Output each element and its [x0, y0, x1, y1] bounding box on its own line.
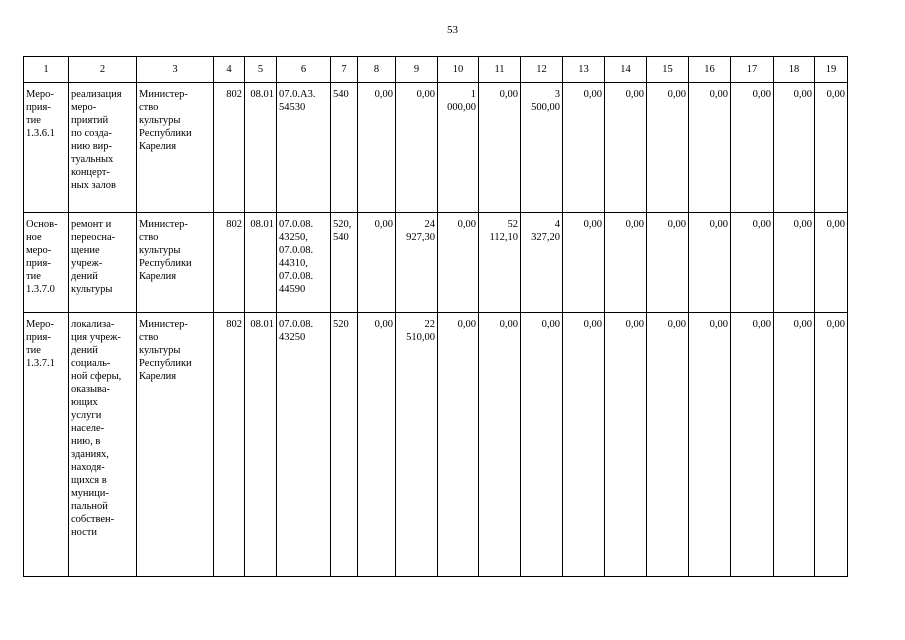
cell-vr: 520	[331, 313, 358, 577]
cell-y2017: 0,00	[479, 83, 521, 213]
cell-y2021: 0,00	[647, 83, 689, 213]
cell-y2021: 0,00	[647, 213, 689, 313]
cell-y2017: 52 112,10	[479, 213, 521, 313]
cell-vr: 520, 540	[331, 213, 358, 313]
cell-y2018: 4 327,20	[521, 213, 563, 313]
cell-y2014: 0,00	[358, 83, 396, 213]
column-number-3: 3	[137, 57, 214, 83]
column-number-6: 6	[277, 57, 331, 83]
column-number-7: 7	[331, 57, 358, 83]
cell-y2018: 0,00	[521, 313, 563, 577]
column-number-11: 11	[479, 57, 521, 83]
cell-executor: Министер- ство культуры Республики Карелия	[137, 213, 214, 313]
cell-y2016: 0,00	[438, 313, 479, 577]
cell-measure: ремонт и переосна- щение учреж- дений культуры	[69, 213, 137, 313]
cell-y2024: 0,00	[774, 213, 815, 313]
cell-csr: 07.0.08. 43250	[277, 313, 331, 577]
cell-y2020: 0,00	[605, 213, 647, 313]
cell-y2025: 0,00	[815, 313, 848, 577]
cell-grbs: 802	[214, 213, 245, 313]
cell-y2015: 22 510,00	[396, 313, 438, 577]
cell-y2019: 0,00	[563, 213, 605, 313]
cell-y2020: 0,00	[605, 313, 647, 577]
cell-csr: 07.0.08. 43250, 07.0.08. 44310, 07.0.08. 44590	[277, 213, 331, 313]
page-number: 53	[447, 24, 458, 36]
cell-rzpr: 08.01	[245, 313, 277, 577]
cell-executor: Министер- ство культуры Республики Карелия	[137, 83, 214, 213]
cell-y2015: 0,00	[396, 83, 438, 213]
cell-y2023: 0,00	[731, 213, 774, 313]
cell-y2022: 0,00	[689, 313, 731, 577]
column-number-1: 1	[24, 57, 69, 83]
column-number-14: 14	[605, 57, 647, 83]
cell-y2019: 0,00	[563, 313, 605, 577]
column-number-18: 18	[774, 57, 815, 83]
cell-object: Основ- ное меро- прия- тие 1.3.7.0	[24, 213, 69, 313]
column-number-15: 15	[647, 57, 689, 83]
cell-measure: локализа- ция учреж- дений социаль- ной сферы, оказыва- ющих услуги населе- нию, в зданиях, находя- щихся в муници- пальной собствен- ности	[69, 313, 137, 577]
column-number-2: 2	[69, 57, 137, 83]
cell-y2020: 0,00	[605, 83, 647, 213]
cell-y2025: 0,00	[815, 83, 848, 213]
column-number-12: 12	[521, 57, 563, 83]
cell-y2025: 0,00	[815, 213, 848, 313]
cell-y2019: 0,00	[563, 83, 605, 213]
cell-y2015: 24 927,30	[396, 213, 438, 313]
column-number-4: 4	[214, 57, 245, 83]
budget-table	[23, 56, 848, 577]
cell-y2014: 0,00	[358, 213, 396, 313]
cell-y2022: 0,00	[689, 83, 731, 213]
cell-y2018: 3 500,00	[521, 83, 563, 213]
cell-y2021: 0,00	[647, 313, 689, 577]
cell-executor: Министер- ство культуры Республики Карелия	[137, 313, 214, 577]
column-number-19: 19	[815, 57, 848, 83]
table-row	[24, 83, 848, 213]
column-number-10: 10	[438, 57, 479, 83]
cell-y2016: 1 000,00	[438, 83, 479, 213]
cell-object: Меро- прия- тие 1.3.6.1	[24, 83, 69, 213]
cell-rzpr: 08.01	[245, 213, 277, 313]
column-number-17: 17	[731, 57, 774, 83]
cell-y2017: 0,00	[479, 313, 521, 577]
column-number-5: 5	[245, 57, 277, 83]
cell-rzpr: 08.01	[245, 83, 277, 213]
column-number-8: 8	[358, 57, 396, 83]
cell-y2022: 0,00	[689, 213, 731, 313]
cell-object: Меро- прия- тие 1.3.7.1	[24, 313, 69, 577]
cell-measure: реализация меро- приятий по созда- нию вир- туальных концерт- ных залов	[69, 83, 137, 213]
cell-vr: 540	[331, 83, 358, 213]
cell-y2016: 0,00	[438, 213, 479, 313]
cell-y2014: 0,00	[358, 313, 396, 577]
cell-y2023: 0,00	[731, 313, 774, 577]
cell-grbs: 802	[214, 83, 245, 213]
table-header-row	[24, 57, 848, 83]
cell-grbs: 802	[214, 313, 245, 577]
column-number-9: 9	[396, 57, 438, 83]
column-number-16: 16	[689, 57, 731, 83]
cell-y2024: 0,00	[774, 83, 815, 213]
cell-csr: 07.0.А3. 54530	[277, 83, 331, 213]
column-number-13: 13	[563, 57, 605, 83]
table-row	[24, 213, 848, 313]
cell-y2024: 0,00	[774, 313, 815, 577]
table-row	[24, 313, 848, 577]
cell-y2023: 0,00	[731, 83, 774, 213]
